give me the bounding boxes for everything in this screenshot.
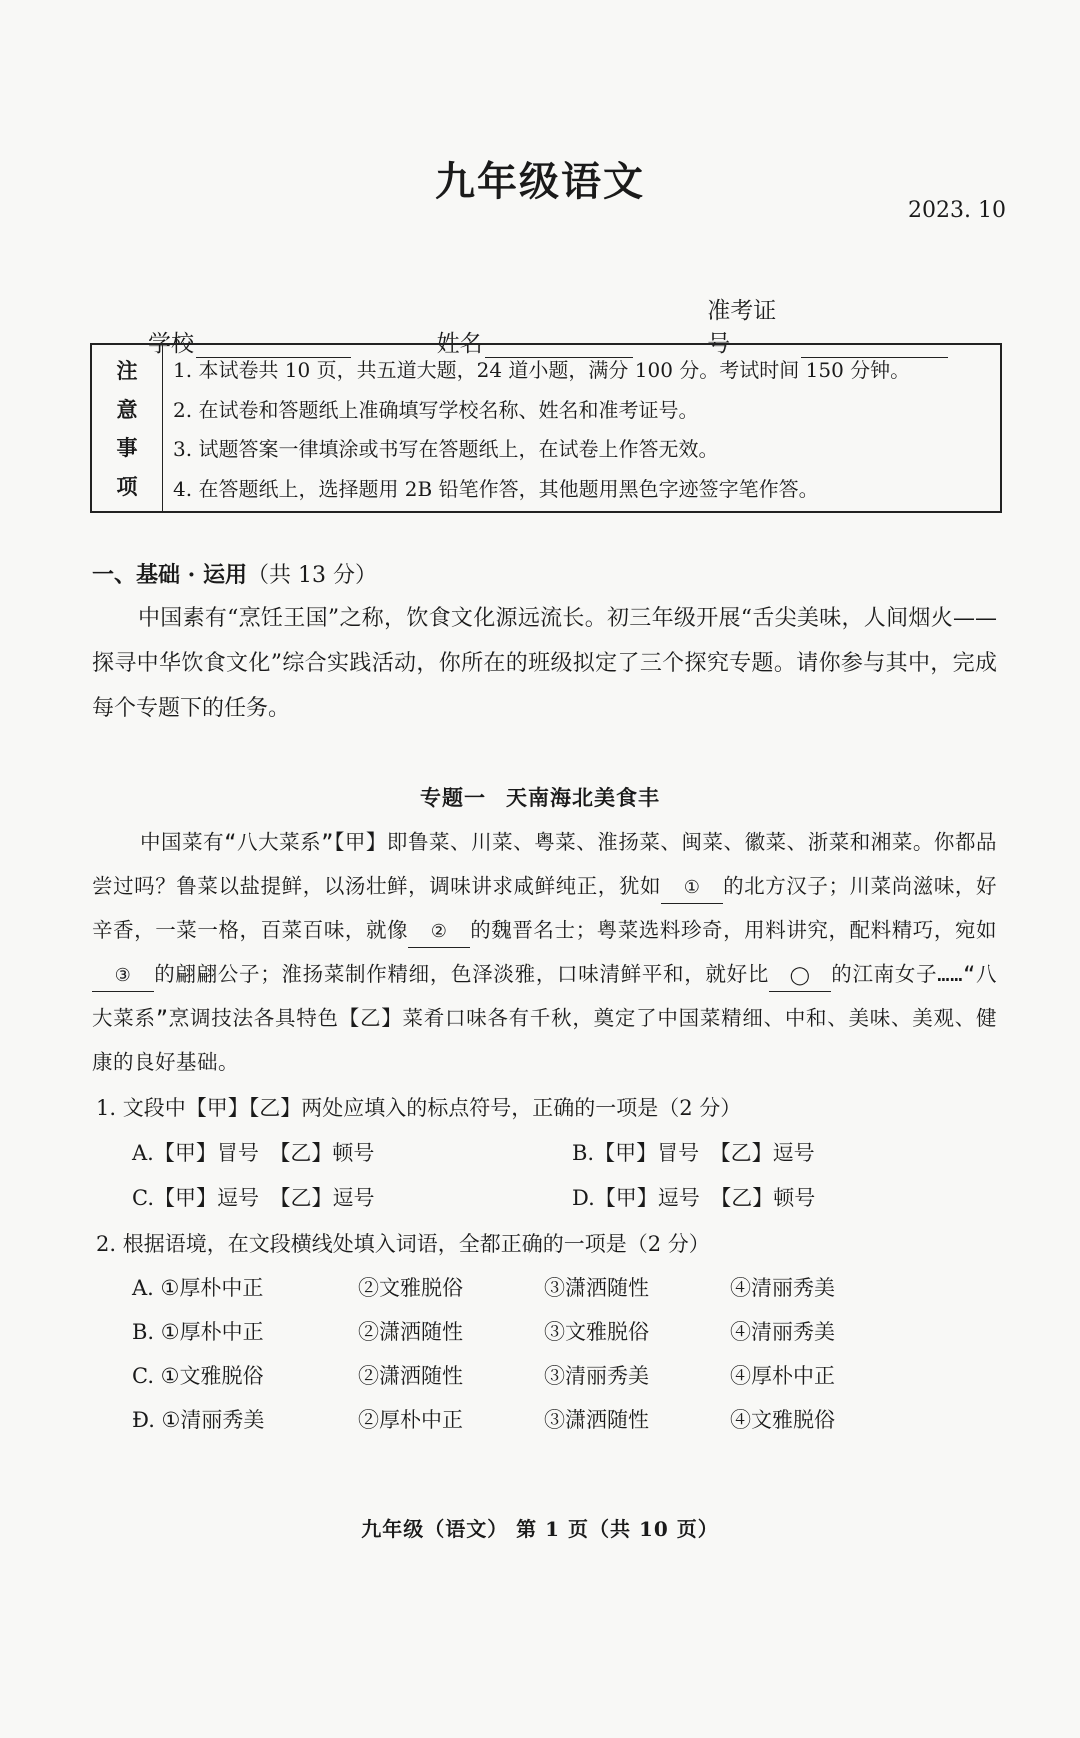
question-2-option-c bbox=[132, 1360, 1012, 1390]
option-cell: Ð. ①清丽秀美 bbox=[132, 1408, 265, 1432]
passage-text: 的魏晋名士；粤菜选料珍奇，用料讲究，配料精巧，宛如 bbox=[470, 918, 997, 942]
topic-title bbox=[0, 782, 1080, 812]
exam-date: 2023. 10 bbox=[908, 198, 1006, 223]
option-cell: ②文雅脱俗 bbox=[358, 1276, 463, 1300]
notice-item: 1. 本试卷共 10 页，共五道大题，24 道小题，满分 100 分。考试时间 150 分钟。 bbox=[173, 358, 911, 383]
reading-passage bbox=[92, 820, 997, 1084]
school-label: 学校 bbox=[148, 331, 194, 357]
notice-char: 意 bbox=[116, 396, 138, 422]
blank-2: ② bbox=[408, 917, 470, 948]
option-d: D.【甲】逗号 【乙】顿号 bbox=[572, 1186, 816, 1210]
question-1-stem: 1. 文段中【甲】【乙】两处应填入的标点符号，正确的一项是（2 分） bbox=[96, 1096, 742, 1120]
notice-char: 注 bbox=[116, 358, 138, 384]
notice-side-label bbox=[92, 345, 163, 511]
question-2-option-b bbox=[132, 1316, 1012, 1346]
option-cell: C. ①文雅脱俗 bbox=[132, 1364, 264, 1388]
option-c: C.【甲】逗号 【乙】逗号 bbox=[132, 1186, 375, 1210]
topic-name: 天南海北美食丰 bbox=[506, 785, 660, 810]
option-cell: ②潇洒随性 bbox=[358, 1364, 463, 1388]
notice-item: 2. 在试卷和答题纸上准确填写学校名称、姓名和准考证号。 bbox=[173, 397, 699, 422]
option-cell: ②厚朴中正 bbox=[358, 1408, 463, 1432]
option-cell: ④清丽秀美 bbox=[730, 1276, 835, 1300]
question-1-options-row bbox=[132, 1182, 1012, 1212]
passage-text: 的江南女子……“八大菜系”烹调技法各具特色【乙】菜肴口味各有千秋，奠定了中国菜精细、中和、美味、美观、健康的良好基础。 bbox=[92, 962, 998, 1074]
notice-char: 事 bbox=[116, 435, 138, 461]
blank-1: ① bbox=[661, 873, 723, 904]
section-score: （共 13 分） bbox=[246, 563, 377, 588]
topic-label: 专题一 bbox=[420, 785, 486, 810]
question-2-option-d bbox=[132, 1404, 1012, 1434]
question-2-option-a bbox=[132, 1272, 1012, 1302]
notice-item: 3. 试题答案一律填涂或书写在答题纸上，在试卷上作答无效。 bbox=[173, 437, 719, 462]
option-cell: A. ①厚朴中正 bbox=[132, 1276, 264, 1300]
blank-4: ◯ bbox=[769, 961, 831, 992]
option-cell: ③潇洒随性 bbox=[544, 1408, 649, 1432]
option-cell: B. ①厚朴中正 bbox=[132, 1320, 264, 1344]
passage-text: 的翩翩公子；淮扬菜制作精细，色泽淡雅，口味清鲜平和，就好比 bbox=[154, 962, 770, 986]
page-footer: 九年级（语文） 第 1 页（共 10 页） bbox=[361, 1517, 719, 1541]
notice-box bbox=[90, 343, 1002, 513]
page-title: 九年级语文 bbox=[435, 158, 645, 205]
option-cell: ②潇洒随性 bbox=[358, 1320, 463, 1344]
option-cell: ④厚朴中正 bbox=[730, 1364, 835, 1388]
option-b: B.【甲】冒号 【乙】逗号 bbox=[572, 1141, 815, 1165]
section-title: 一、基础 · 运用 bbox=[92, 562, 247, 588]
option-cell: ④清丽秀美 bbox=[730, 1320, 835, 1344]
passage-text: 的北方汉子；川菜尚滋味，好辛香，一菜一格，百菜百味，就像 bbox=[92, 874, 998, 942]
option-cell: ③清丽秀美 bbox=[544, 1364, 649, 1388]
notice-list bbox=[163, 345, 1000, 511]
exam-id-label: 准考证号 bbox=[707, 298, 777, 357]
section-heading bbox=[92, 558, 377, 589]
option-cell: ③潇洒随性 bbox=[544, 1276, 649, 1300]
notice-item: 4. 在答题纸上，选择题用 2B 铅笔作答，其他题用黑色字迹签字笔作答。 bbox=[173, 476, 819, 501]
question-1-options-row bbox=[132, 1137, 1012, 1167]
notice-char: 项 bbox=[116, 473, 138, 499]
name-label: 姓名 bbox=[436, 331, 483, 357]
passage-text: 中国菜有“八大菜系”【甲】即鲁菜、川菜、粤菜、淮扬菜、闽菜、徽菜、浙菜和湘菜。你都品尝过吗？鲁菜以盐提鲜，以汤壮鲜，调味讲求咸鲜纯正，犹如 bbox=[92, 830, 997, 898]
blank-3: ③ bbox=[92, 961, 154, 992]
question-2-stem: 2. 根据语境，在文段横线处填入词语，全都正确的一项是（2 分） bbox=[96, 1232, 710, 1256]
section-intro: 中国素有“烹饪王国”之称，饮食文化源远流长。初三年级开展“舌尖美味，人间烟火——探寻中华饮食文化”综合实践活动，你所在的班级拟定了三个探究专题。请你参与其中，完成每个专题下的任务。 bbox=[92, 606, 997, 721]
option-cell: ④文雅脱俗 bbox=[730, 1408, 835, 1432]
option-cell: ③文雅脱俗 bbox=[544, 1320, 649, 1344]
option-a: A.【甲】冒号 【乙】顿号 bbox=[132, 1141, 375, 1165]
